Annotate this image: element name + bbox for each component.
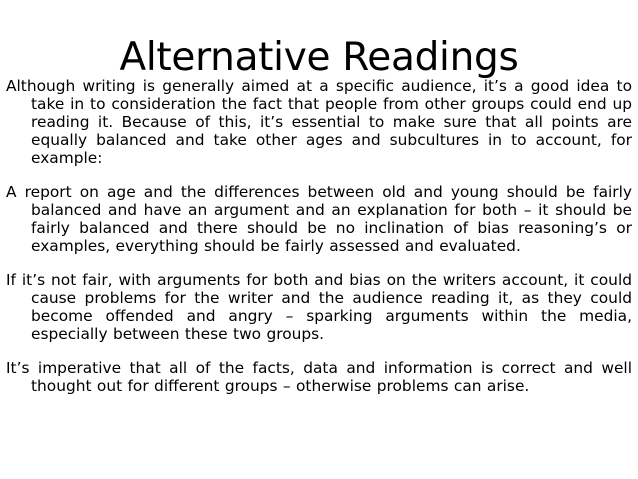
slide-body: [6, 77, 632, 395]
paragraph-accuracy: It’s imperative that all of the facts, data and information is correct and well thought out for different groups – otherwise problems can arise.: [6, 359, 632, 395]
paragraph-age-report: A report on age and the differences between old and young should be fairly balanced and have an argument and an explanation for both – it should be fairly balanced and there should be no inclination of bias reasoning’s or examples, everything should be fairly assessed and evaluated.: [6, 183, 632, 255]
paragraph-unfair-consequences: If it’s not fair, with arguments for both and bias on the writers account, it could cause problems for the writer and the audience reading it, as they could become offended and angry – sparking arguments within the media, especially between these two groups.: [6, 271, 632, 343]
slide-title: Alternative Readings: [119, 35, 519, 80]
paragraph-intro: Although writing is generally aimed at a specific audience, it’s a good idea to take in to consideration the fact that people from other groups could end up reading it. Because of this, it’s essential to make sure that all points are equally balanced and take other ages and subcultures in to account, for example:: [6, 77, 632, 167]
